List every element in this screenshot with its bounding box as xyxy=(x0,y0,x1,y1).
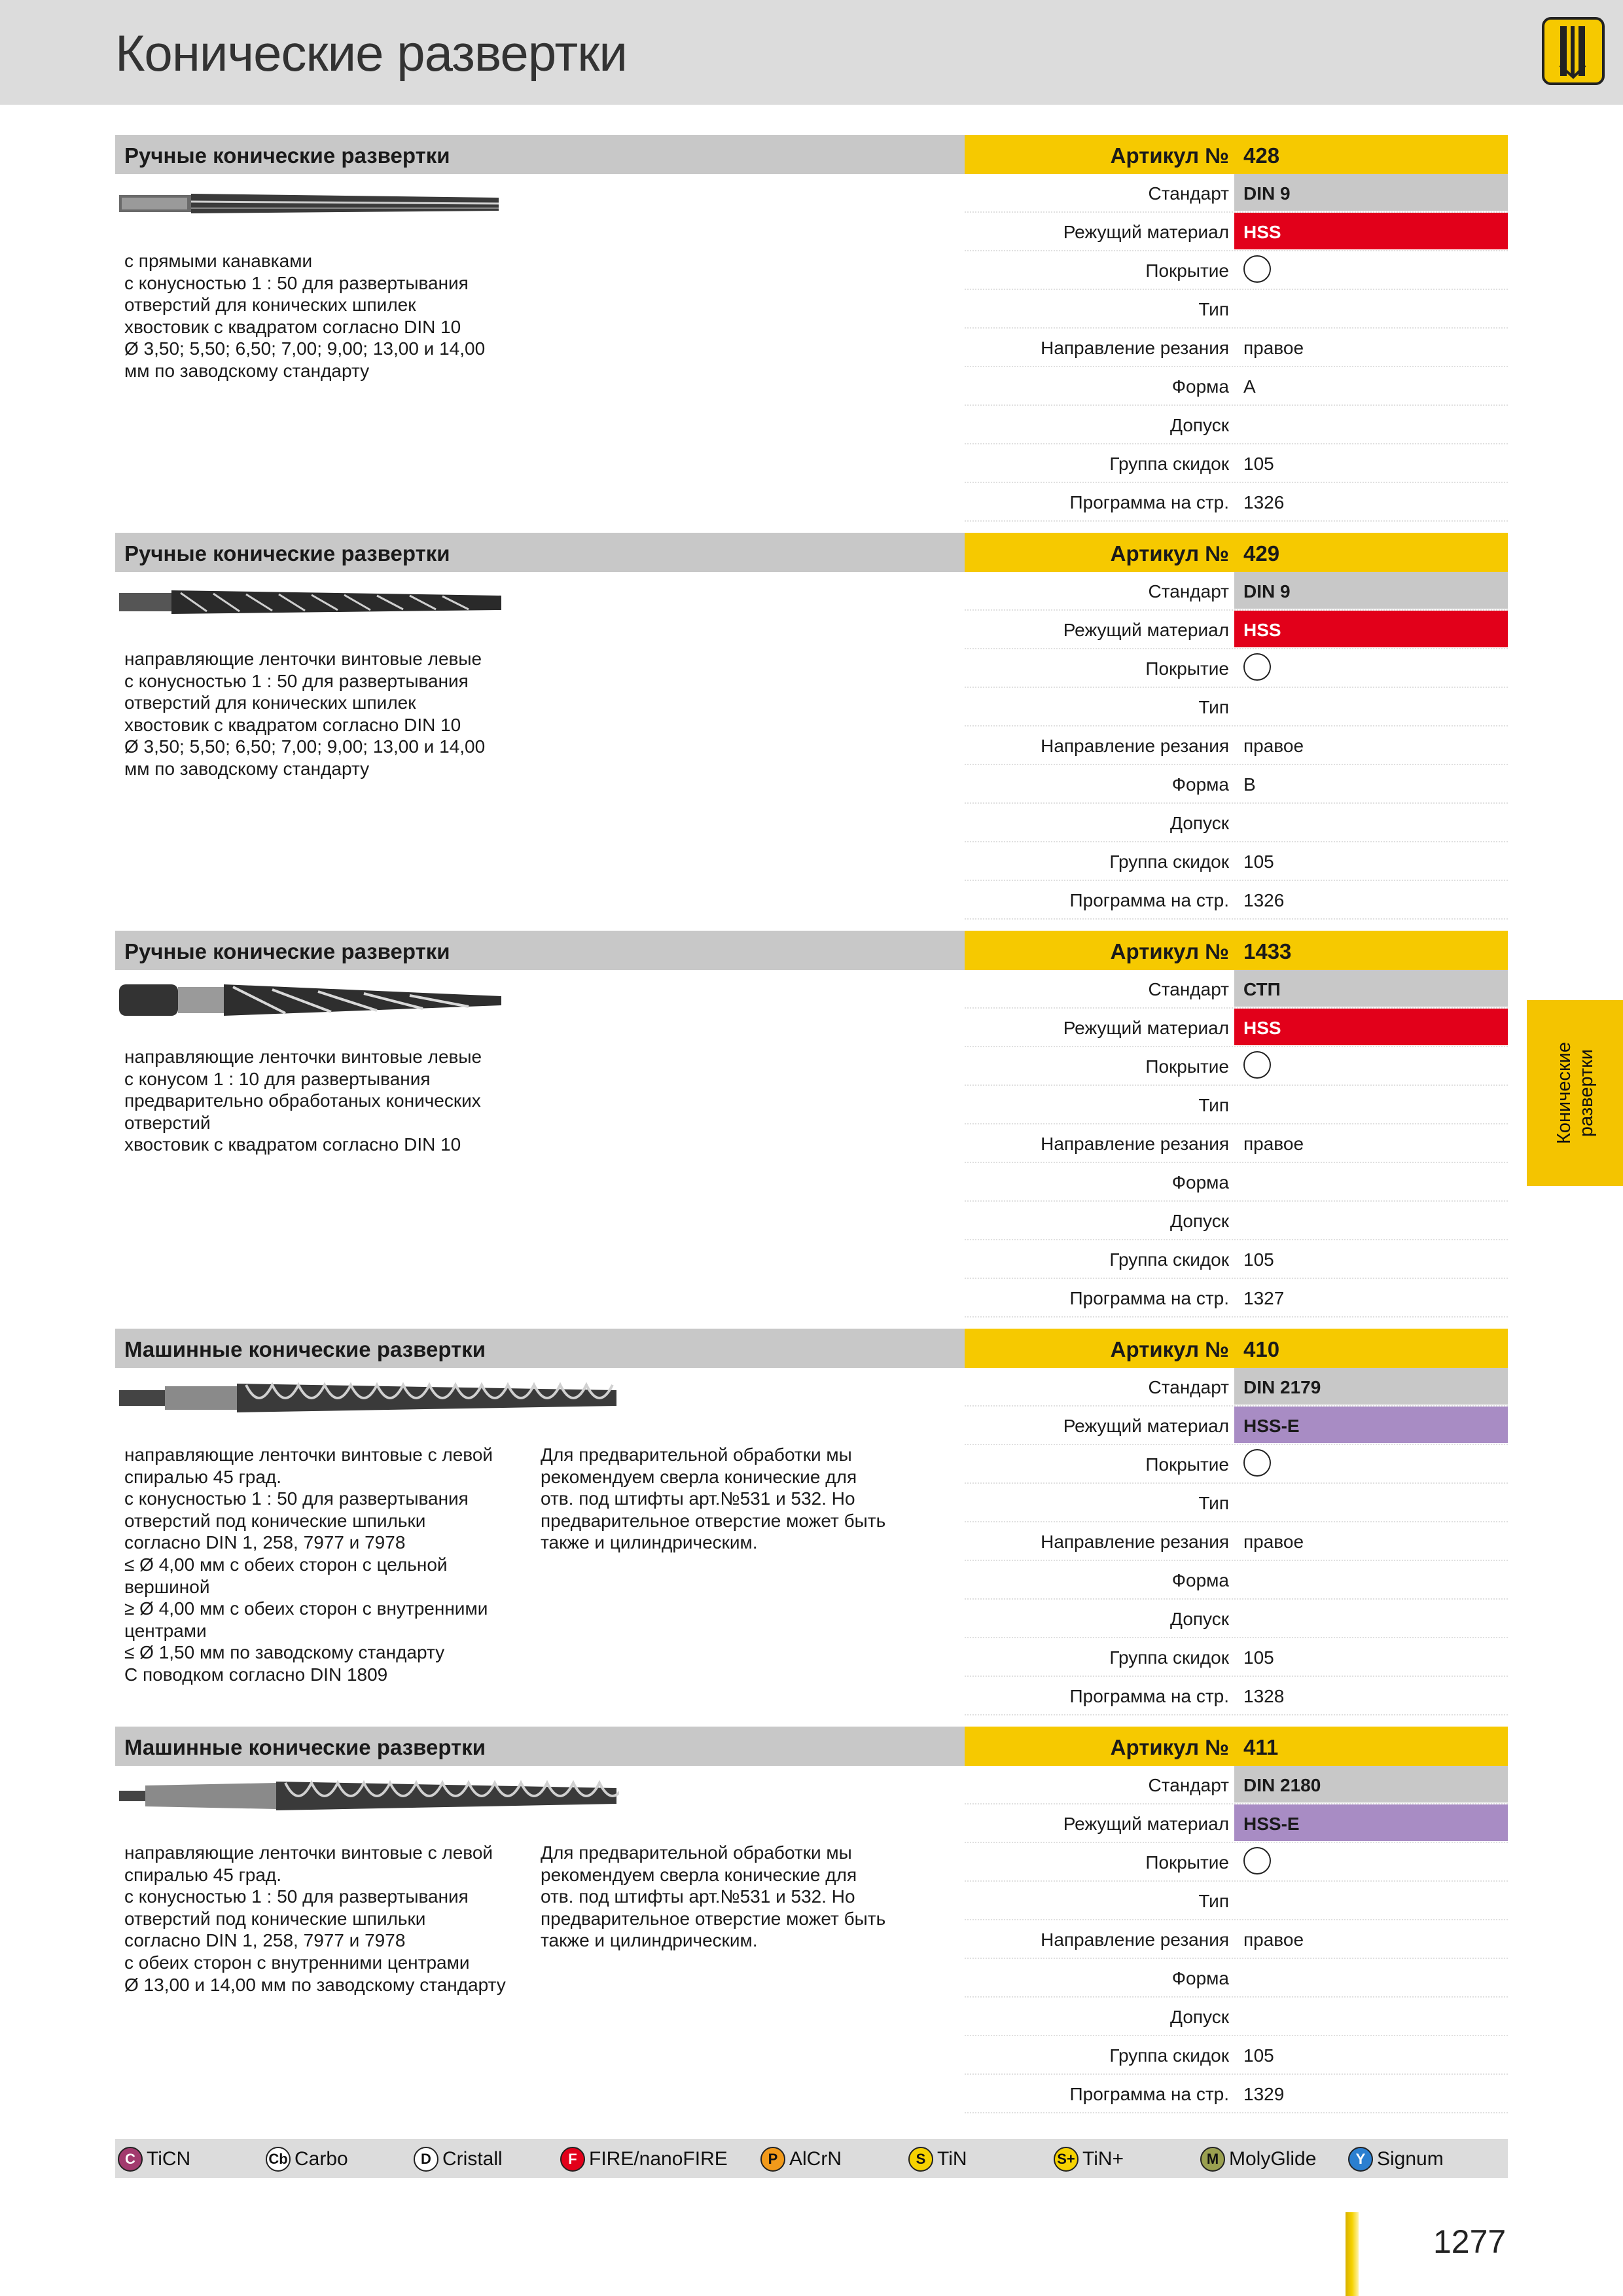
property-row xyxy=(965,1368,1508,1407)
property-label: Тип xyxy=(1198,299,1229,319)
property-value-text: СТП xyxy=(1243,979,1281,999)
property-row xyxy=(965,406,1508,444)
property-row xyxy=(965,881,1508,920)
property-value xyxy=(1234,881,1508,918)
property-value xyxy=(1234,1124,1508,1161)
reamer-logo-icon xyxy=(1542,17,1605,85)
legend-label: FIRE/nanoFIRE xyxy=(589,2148,728,2170)
property-row xyxy=(965,842,1508,881)
section-header xyxy=(115,533,965,572)
property-label: Допуск xyxy=(1170,813,1229,833)
molyglide-coating-icon: M xyxy=(1200,2147,1225,2172)
property-value xyxy=(1234,444,1508,481)
property-value xyxy=(1234,1407,1508,1443)
property-label: Тип xyxy=(1198,697,1229,717)
property-value xyxy=(1234,1998,1508,2034)
property-row xyxy=(965,572,1508,611)
property-value xyxy=(1234,1009,1508,1045)
property-label: Допуск xyxy=(1170,1211,1229,1231)
property-value xyxy=(1234,1279,1508,1316)
ticn-coating-icon: C xyxy=(118,2147,143,2172)
article-label: Артикул № xyxy=(1110,939,1229,963)
cristall-coating-icon: D xyxy=(414,2147,438,2172)
property-value-text: 105 xyxy=(1243,1647,1274,1668)
legend-label: Carbo xyxy=(294,2148,348,2170)
section-title: Ручные конические развертки xyxy=(124,939,450,963)
property-value xyxy=(1234,406,1508,442)
property-value xyxy=(1234,329,1508,365)
property-label: Направление резания xyxy=(1041,1532,1229,1552)
page-title: Конические развертки xyxy=(115,24,627,82)
property-value xyxy=(1234,1163,1508,1200)
property-row xyxy=(965,1086,1508,1124)
legend-label: TiCN xyxy=(147,2148,191,2170)
article-header xyxy=(965,135,1508,174)
reamer-tool-image xyxy=(115,1774,619,1818)
property-value-text: 105 xyxy=(1243,2045,1274,2066)
product-note: Для предварительной обработки мы рекомендуем сверла конические для отв. под штифты арт.№531 и 532. Но предварительное отверстие может быть также и цилиндрическим. xyxy=(541,1842,886,1951)
legend-item xyxy=(560,2147,728,2172)
product-section xyxy=(115,931,1508,1329)
property-label: Покрытие xyxy=(1145,1454,1229,1475)
property-row xyxy=(965,367,1508,406)
row-divider xyxy=(965,1714,1508,1715)
property-value xyxy=(1234,1920,1508,1957)
carbo-coating-icon: Cb xyxy=(266,2147,291,2172)
property-value xyxy=(1234,1882,1508,1918)
uncoated-icon xyxy=(1243,1449,1271,1477)
reamer-tool-image xyxy=(115,580,619,624)
property-row xyxy=(965,1843,1508,1882)
property-label: Форма xyxy=(1171,376,1229,397)
page-number: 1277 xyxy=(1433,2223,1507,2260)
property-label: Группа скидок xyxy=(1109,454,1229,474)
coating-legend xyxy=(115,2139,1508,2178)
uncoated-icon xyxy=(1243,1051,1271,1079)
section-title: Машинные конические развертки xyxy=(124,1337,486,1361)
legend-label: MolyGlide xyxy=(1229,2148,1317,2170)
product-note: Для предварительной обработки мы рекомендуем сверла конические для отв. под штифты арт.№531 и 532. Но предварительное отверстие может быть также и цилиндрическим. xyxy=(541,1444,886,1553)
property-value-text: правое xyxy=(1243,338,1304,358)
property-value xyxy=(1234,251,1508,288)
property-value xyxy=(1234,290,1508,327)
property-label: Форма xyxy=(1171,774,1229,795)
product-description: направляющие ленточки винтовые левые с конусностью 1 : 50 для развертывания отверстий для конических шпилек хвостовик с квадратом согласно DIN 10 Ø 3,50; 5,50; 6,50; 7,00; 9,00; 13,00 и 14,00 мм по заводскому стандарту xyxy=(124,649,486,779)
article-header xyxy=(965,533,1508,572)
property-row xyxy=(965,1959,1508,1998)
property-row xyxy=(965,1124,1508,1163)
row-divider xyxy=(965,520,1508,522)
property-value xyxy=(1234,1086,1508,1122)
reamer-tool-image xyxy=(115,182,619,226)
property-value-text: A xyxy=(1243,376,1256,397)
property-row xyxy=(965,649,1508,688)
property-value-text: 1326 xyxy=(1243,492,1285,512)
product-section xyxy=(115,533,1508,931)
property-row xyxy=(965,1638,1508,1677)
property-value xyxy=(1234,726,1508,763)
property-row xyxy=(965,726,1508,765)
property-row xyxy=(965,611,1508,649)
property-label: Группа скидок xyxy=(1109,1249,1229,1270)
section-title: Машинные конические развертки xyxy=(124,1735,486,1759)
property-label: Покрытие xyxy=(1145,260,1229,281)
property-row xyxy=(965,1047,1508,1086)
property-value-text: 1327 xyxy=(1243,1288,1285,1308)
article-number[interactable]: 411 xyxy=(1243,1735,1279,1759)
property-value-text: правое xyxy=(1243,1929,1304,1950)
row-divider xyxy=(965,918,1508,920)
property-row xyxy=(965,2075,1508,2113)
property-row xyxy=(965,1998,1508,2036)
property-row xyxy=(965,970,1508,1009)
property-value xyxy=(1234,688,1508,725)
property-label: Режущий материал xyxy=(1063,1416,1229,1436)
legend-label: TiN+ xyxy=(1082,2148,1124,2170)
product-description: направляющие ленточки винтовые с левой спиралью 45 град. с конусностью 1 : 50 для развертывания отверстий под конические шпильки согласно DIN 1, 258, 7977 и 7978 ≤ Ø 4,00 мм с обеих сторон с цельной вершиной ≥ Ø 4,00 мм с обеих сторон с внутренними центрами ≤ Ø 1,50 мм по заводскому стандарту С поводком согласно DIN 1809 xyxy=(124,1444,493,1685)
property-row xyxy=(965,1407,1508,1445)
property-row xyxy=(965,804,1508,842)
product-section xyxy=(115,1727,1508,2125)
property-label: Стандарт xyxy=(1148,979,1229,999)
property-label: Допуск xyxy=(1170,1609,1229,1629)
property-value xyxy=(1234,804,1508,840)
signum-coating-icon: Y xyxy=(1348,2147,1373,2172)
property-label: Стандарт xyxy=(1148,581,1229,601)
property-label: Тип xyxy=(1198,1891,1229,1911)
property-value-text: правое xyxy=(1243,736,1304,756)
property-label: Направление резания xyxy=(1041,338,1229,358)
article-label: Артикул № xyxy=(1110,541,1229,565)
property-row xyxy=(965,1920,1508,1959)
tin-coating-icon: S xyxy=(908,2147,933,2172)
property-value xyxy=(1234,1561,1508,1598)
property-value xyxy=(1234,572,1508,609)
property-value xyxy=(1234,970,1508,1007)
property-label: Направление резания xyxy=(1041,1929,1229,1950)
section-header xyxy=(115,931,965,970)
property-row xyxy=(965,1279,1508,1318)
property-value-text: правое xyxy=(1243,1532,1304,1552)
property-value xyxy=(1234,1600,1508,1636)
property-label: Режущий материал xyxy=(1063,222,1229,242)
article-number[interactable]: 428 xyxy=(1243,143,1280,168)
page-header xyxy=(0,0,1623,105)
property-row xyxy=(965,688,1508,726)
article-number[interactable]: 429 xyxy=(1243,541,1280,565)
uncoated-icon xyxy=(1243,255,1271,283)
legend-label: AlCrN xyxy=(789,2148,842,2170)
property-value xyxy=(1234,649,1508,686)
legend-item xyxy=(760,2147,842,2172)
property-label: Режущий материал xyxy=(1063,1814,1229,1834)
property-label: Направление резания xyxy=(1041,1134,1229,1154)
property-label: Форма xyxy=(1171,1172,1229,1193)
property-value-text: 105 xyxy=(1243,454,1274,474)
property-value xyxy=(1234,1677,1508,1713)
property-row xyxy=(965,1561,1508,1600)
fire-coating-icon: F xyxy=(560,2147,585,2172)
property-label: Стандарт xyxy=(1148,1775,1229,1795)
property-value-text: HSS xyxy=(1243,620,1281,640)
property-value xyxy=(1234,1766,1508,1803)
property-value-text: DIN 2180 xyxy=(1243,1775,1321,1795)
row-divider xyxy=(965,1316,1508,1318)
property-value-text: DIN 9 xyxy=(1243,183,1291,204)
property-value-text: HSS xyxy=(1243,222,1281,242)
property-value xyxy=(1234,1843,1508,1880)
property-row xyxy=(965,1882,1508,1920)
property-label: Покрытие xyxy=(1145,1056,1229,1077)
property-value xyxy=(1234,765,1508,802)
property-value-text: B xyxy=(1243,774,1256,795)
legend-item xyxy=(266,2147,348,2172)
property-label: Программа на стр. xyxy=(1069,1288,1229,1308)
property-row xyxy=(965,1522,1508,1561)
property-value xyxy=(1234,1445,1508,1482)
property-value-text: 1328 xyxy=(1243,1686,1285,1706)
property-label: Покрытие xyxy=(1145,658,1229,679)
property-label: Форма xyxy=(1171,1968,1229,1988)
property-label: Тип xyxy=(1198,1095,1229,1115)
property-value xyxy=(1234,2075,1508,2111)
property-value-text: 1326 xyxy=(1243,890,1285,910)
property-value xyxy=(1234,1959,1508,1996)
chapter-tab[interactable] xyxy=(1527,1000,1623,1186)
legend-label: TiN xyxy=(937,2148,967,2170)
property-row xyxy=(965,174,1508,213)
section-header xyxy=(115,135,965,174)
property-label: Стандарт xyxy=(1148,183,1229,204)
alcrn-coating-icon: P xyxy=(760,2147,785,2172)
property-label: Группа скидок xyxy=(1109,2045,1229,2066)
property-value xyxy=(1234,367,1508,404)
property-row xyxy=(965,1766,1508,1804)
property-value xyxy=(1234,174,1508,211)
article-label: Артикул № xyxy=(1110,1735,1229,1759)
uncoated-icon xyxy=(1243,653,1271,681)
product-description: направляющие ленточки винтовые с левой спиралью 45 град. с конусностью 1 : 50 для развертывания отверстий под конические шпильки согласно DIN 1, 258, 7977 и 7978 с обеих сторон с внутренними центрами Ø 13,00 и 14,00 мм по заводскому стандарту xyxy=(124,1842,506,1995)
uncoated-icon xyxy=(1243,1847,1271,1874)
section-header xyxy=(115,1329,965,1368)
article-header xyxy=(965,931,1508,970)
article-number[interactable]: 410 xyxy=(1243,1337,1280,1361)
article-number[interactable]: 1433 xyxy=(1243,939,1292,963)
property-value xyxy=(1234,213,1508,249)
property-value-text: HSS xyxy=(1243,1018,1281,1038)
chapter-tab-label: Конические развертки xyxy=(1553,1042,1597,1144)
property-value-text: 105 xyxy=(1243,1249,1274,1270)
property-value-text: HSS-E xyxy=(1243,1416,1300,1436)
property-label: Допуск xyxy=(1170,415,1229,435)
property-value xyxy=(1234,2036,1508,2073)
reamer-tool-image xyxy=(115,978,619,1022)
property-label: Режущий материал xyxy=(1063,1018,1229,1038)
property-row xyxy=(965,765,1508,804)
property-value-text: 105 xyxy=(1243,852,1274,872)
property-row xyxy=(965,213,1508,251)
property-value-text: DIN 9 xyxy=(1243,581,1291,601)
legend-label: Cristall xyxy=(442,2148,503,2170)
article-label: Артикул № xyxy=(1110,1337,1229,1361)
property-row xyxy=(965,1445,1508,1484)
property-row xyxy=(965,1202,1508,1240)
property-label: Покрытие xyxy=(1145,1852,1229,1873)
property-row xyxy=(965,329,1508,367)
property-value xyxy=(1234,1368,1508,1405)
property-value xyxy=(1234,1240,1508,1277)
legend-item xyxy=(908,2147,967,2172)
property-label: Допуск xyxy=(1170,2007,1229,2027)
article-header xyxy=(965,1329,1508,1368)
section-title: Ручные конические развертки xyxy=(124,541,450,565)
legend-item xyxy=(118,2147,190,2172)
property-row xyxy=(965,1677,1508,1715)
product-description: с прямыми канавками с конусностью 1 : 50 для развертывания отверстий для конических шпилек хвостовик с квадратом согласно DIN 10 Ø 3,50; 5,50; 6,50; 7,00; 9,00; 13,00 и 14,00 мм по заводскому стандарту xyxy=(124,251,486,381)
property-label: Направление резания xyxy=(1041,736,1229,756)
article-header xyxy=(965,1727,1508,1766)
property-value xyxy=(1234,483,1508,520)
product-description: направляющие ленточки винтовые левые с конусом 1 : 10 для развертывания предварительно обработаных конических отверстий хвостовик с квадратом согласно DIN 10 xyxy=(124,1047,482,1155)
property-value xyxy=(1234,842,1508,879)
section-header xyxy=(115,1727,965,1766)
property-label: Тип xyxy=(1198,1493,1229,1513)
legend-item xyxy=(414,2147,503,2172)
property-value xyxy=(1234,611,1508,647)
property-label: Программа на стр. xyxy=(1069,890,1229,910)
tin-plus-coating-icon: S+ xyxy=(1054,2147,1079,2172)
legend-item xyxy=(1348,2147,1444,2172)
article-label: Артикул № xyxy=(1110,143,1229,168)
property-row xyxy=(965,444,1508,483)
property-value xyxy=(1234,1484,1508,1520)
property-label: Программа на стр. xyxy=(1069,1686,1229,1706)
property-row xyxy=(965,483,1508,522)
property-row xyxy=(965,1163,1508,1202)
property-row xyxy=(965,251,1508,290)
property-value xyxy=(1234,1202,1508,1238)
legend-label: Signum xyxy=(1377,2148,1444,2170)
product-section xyxy=(115,135,1508,533)
product-section xyxy=(115,1329,1508,1727)
property-value-text: 1329 xyxy=(1243,2084,1285,2104)
property-label: Форма xyxy=(1171,1570,1229,1590)
property-label: Программа на стр. xyxy=(1069,492,1229,512)
property-row xyxy=(965,2036,1508,2075)
reamer-tool-image xyxy=(115,1376,619,1420)
property-row xyxy=(965,1804,1508,1843)
legend-item xyxy=(1200,2147,1316,2172)
property-value-text: правое xyxy=(1243,1134,1304,1154)
section-title: Ручные конические развертки xyxy=(124,143,450,168)
property-row xyxy=(965,1240,1508,1279)
legend-item xyxy=(1054,2147,1124,2172)
property-row xyxy=(965,1600,1508,1638)
property-row xyxy=(965,1484,1508,1522)
property-label: Группа скидок xyxy=(1109,1647,1229,1668)
property-value-text: DIN 2179 xyxy=(1243,1377,1321,1397)
property-value xyxy=(1234,1638,1508,1675)
property-label: Программа на стр. xyxy=(1069,2084,1229,2104)
page-edge-bar xyxy=(1346,2212,1359,2296)
row-divider xyxy=(965,2112,1508,2113)
property-row xyxy=(965,290,1508,329)
property-label: Режущий материал xyxy=(1063,620,1229,640)
property-label: Группа скидок xyxy=(1109,852,1229,872)
property-value xyxy=(1234,1522,1508,1559)
property-value xyxy=(1234,1804,1508,1841)
property-label: Стандарт xyxy=(1148,1377,1229,1397)
property-row xyxy=(965,1009,1508,1047)
property-value xyxy=(1234,1047,1508,1084)
property-value-text: HSS-E xyxy=(1243,1814,1300,1834)
